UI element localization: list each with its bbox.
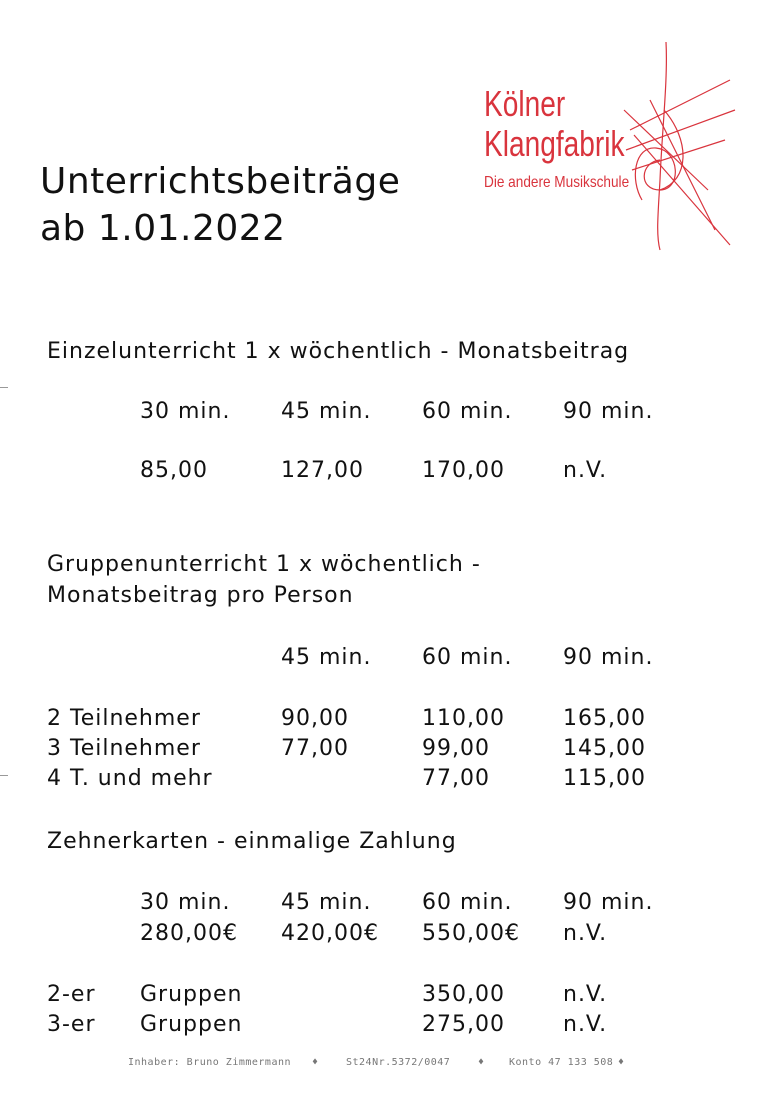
gruppe-row-label: 2 Teilnehmer <box>47 706 201 731</box>
zehner-duration-90: 90 min. <box>563 890 654 915</box>
einzel-duration-30: 30 min. <box>140 399 231 424</box>
gruppe-row-price-60: 110,00 <box>422 706 505 731</box>
footer-separator: ♦ <box>478 1057 485 1068</box>
gruppe-duration-90: 90 min. <box>563 645 654 670</box>
page-title-line-1: Unterrichtsbeiträge <box>40 161 401 202</box>
zehner-group-label: Gruppen <box>140 1012 243 1037</box>
logo-line-2: Klangfabrik <box>484 123 625 164</box>
gruppe-heading-line-2: Monatsbeitrag pro Person <box>47 583 354 608</box>
einzel-heading: Einzelunterricht 1 x wöchentlich - Monatsbeitrag <box>47 339 630 364</box>
footer-owner: Inhaber: Bruno Zimmermann <box>128 1057 292 1068</box>
gruppe-heading-line-1: Gruppenunterricht 1 x wöchentlich - <box>47 552 481 577</box>
footer-account: Konto 47 133 508 <box>509 1057 614 1068</box>
zehner-group-prefix: 2-er <box>47 982 96 1007</box>
zehner-price-60: 550,00€ <box>422 921 520 946</box>
einzel-price-90: n.V. <box>563 458 608 483</box>
gruppe-row-label: 3 Teilnehmer <box>47 736 201 761</box>
gruppe-row-price-90: 115,00 <box>563 766 646 791</box>
zehner-heading: Zehnerkarten - einmalige Zahlung <box>47 829 457 854</box>
gruppe-row-price-90: 145,00 <box>563 736 646 761</box>
zehner-group-price: 350,00 <box>422 982 505 1007</box>
zehner-group-label: Gruppen <box>140 982 243 1007</box>
einzel-duration-60: 60 min. <box>422 399 513 424</box>
einzel-price-45: 127,00 <box>281 458 364 483</box>
gruppe-row-price-60: 77,00 <box>422 766 490 791</box>
margin-tick <box>0 387 8 388</box>
einzel-price-30: 85,00 <box>140 458 208 483</box>
footer-tax: St24Nr.5372/0047 <box>346 1057 451 1068</box>
zehner-group-note: n.V. <box>563 1012 608 1037</box>
gruppe-row-price-90: 165,00 <box>563 706 646 731</box>
zehner-group-price: 275,00 <box>422 1012 505 1037</box>
footer-separator: ♦ <box>618 1057 625 1068</box>
zehner-duration-60: 60 min. <box>422 890 513 915</box>
zehner-price-30: 280,00€ <box>140 921 238 946</box>
einzel-duration-45: 45 min. <box>281 399 372 424</box>
logo-tagline: Die andere Musikschule <box>484 174 630 191</box>
margin-tick <box>0 775 8 776</box>
zehner-group-note: n.V. <box>563 982 608 1007</box>
einzel-duration-90: 90 min. <box>563 399 654 424</box>
gruppe-row-label: 4 T. und mehr <box>47 766 213 791</box>
gruppe-duration-45: 45 min. <box>281 645 372 670</box>
footer-separator: ♦ <box>312 1057 319 1068</box>
gruppe-duration-60: 60 min. <box>422 645 513 670</box>
zehner-price-90: n.V. <box>563 921 608 946</box>
treble-clef-strings-icon <box>620 40 740 255</box>
page-title-line-2: ab 1.01.2022 <box>40 208 286 249</box>
zehner-group-prefix: 3-er <box>47 1012 96 1037</box>
einzel-price-60: 170,00 <box>422 458 505 483</box>
gruppe-row-price-45: 90,00 <box>281 706 349 731</box>
zehner-price-45: 420,00€ <box>281 921 379 946</box>
logo-line-1: Kölner <box>484 83 566 124</box>
zehner-duration-30: 30 min. <box>140 890 231 915</box>
gruppe-row-price-45: 77,00 <box>281 736 349 761</box>
zehner-duration-45: 45 min. <box>281 890 372 915</box>
gruppe-row-price-60: 99,00 <box>422 736 490 761</box>
